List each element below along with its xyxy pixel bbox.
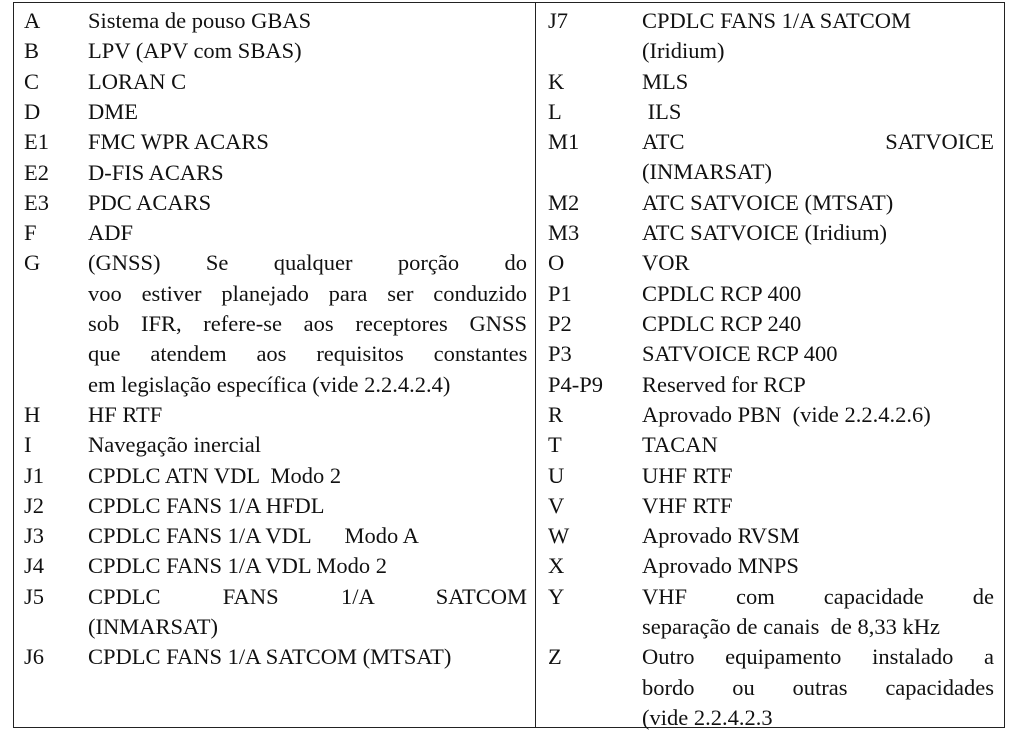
table-row (536, 309, 1004, 339)
description-line: Aprovado PBN (vide 2.2.4.2.6) (642, 401, 931, 427)
description-line: CPDLC FANS 1/A HFDL (88, 492, 325, 518)
table-row (14, 218, 535, 248)
table-row (14, 67, 535, 97)
description-line: ADF (88, 220, 134, 246)
equipment-description (88, 127, 527, 157)
equipment-code: P1 (548, 280, 572, 306)
equipment-code: A (24, 8, 41, 33)
equipment-description (88, 36, 527, 66)
equipment-description (88, 461, 527, 491)
description-line: (vide 2.2.4.2.3 (642, 704, 773, 730)
description-line: LORAN C (88, 68, 187, 94)
equipment-code: B (24, 38, 40, 64)
table-row (536, 400, 1004, 430)
description-line: CPDLC FANS 1/A SATCOM (642, 8, 912, 33)
description-line: ATC SATVOICE (Iridium) (642, 220, 887, 246)
description-line: que atendem aos requisitos constantes (88, 341, 528, 367)
equipment-code: T (548, 432, 562, 458)
equipment-code: J5 (24, 583, 45, 609)
description-line: Reserved for RCP (642, 371, 806, 397)
equipment-description (88, 582, 527, 643)
table-row (536, 97, 1004, 127)
equipment-code: R (548, 401, 564, 427)
description-line: Navegação inercial (88, 432, 262, 458)
description-line: CPDLC FANS 1/A VDL Modo 2 (88, 553, 388, 579)
description-line: ATC SATVOICE (MTSAT) (642, 189, 894, 215)
equipment-code: G (24, 250, 41, 276)
equipment-description (642, 521, 994, 551)
description-line: (Iridium) (642, 38, 725, 64)
description-line: LPV (APV com SBAS) (88, 38, 302, 64)
equipment-description (642, 97, 994, 127)
equipment-code: M3 (548, 220, 580, 246)
equipment-code: Y (548, 583, 565, 609)
equipment-description (642, 188, 994, 218)
equipment-description (642, 430, 994, 460)
equipment-description (88, 430, 527, 460)
equipment-description (642, 551, 994, 581)
equipment-code: M2 (548, 189, 580, 215)
description-line: CPDLC ATN VDL Modo 2 (88, 462, 342, 488)
equipment-code: E2 (24, 159, 49, 185)
equipment-description (88, 158, 527, 188)
description-line: sob IFR, refere-se aos receptores GNSS (88, 310, 527, 336)
table-row (536, 248, 1004, 278)
description-line: DME (88, 98, 138, 124)
table-row (536, 127, 1004, 188)
description-line: FMC WPR ACARS (88, 129, 269, 155)
equipment-code: J3 (24, 523, 45, 549)
equipment-description (88, 642, 527, 672)
equipment-code: P4-P9 (548, 371, 604, 397)
description-line: (INMARSAT) (88, 613, 219, 639)
equipment-description (642, 248, 994, 278)
table-row (14, 642, 535, 672)
description-line: ILS (642, 98, 682, 124)
equipment-description (88, 67, 527, 97)
table-row (536, 370, 1004, 400)
equipment-code: V (548, 492, 565, 518)
description-line: VHF com capacidade de (642, 583, 994, 609)
description-line: HF RTF (88, 401, 163, 427)
description-line: VHF RTF (642, 492, 733, 518)
table-row (536, 6, 1004, 67)
description-line: PDC ACARS (88, 189, 212, 215)
description-line: em legislação específica (vide 2.2.4.2.4) (88, 371, 451, 397)
equipment-code: E3 (24, 189, 49, 215)
description-line: (GNSS) Se qualquer porção do (88, 250, 527, 276)
table-row (14, 491, 535, 521)
table-row (14, 461, 535, 491)
equipment-description (642, 6, 994, 67)
description-line: Outro equipamento instalado a (642, 644, 994, 670)
equipment-description (88, 6, 527, 36)
table-row (536, 491, 1004, 521)
table-row (14, 36, 535, 66)
equipment-description (88, 188, 527, 218)
table-row (14, 551, 535, 581)
table-row (536, 67, 1004, 97)
description-line: Sistema de pouso GBAS (88, 8, 312, 33)
table-row (14, 127, 535, 157)
description-line: D-FIS ACARS (88, 159, 224, 185)
equipment-code: U (548, 462, 565, 488)
equipment-code: K (548, 68, 565, 94)
equipment-code: L (548, 98, 562, 124)
equipment-code: D (24, 98, 41, 124)
table-row (14, 582, 535, 643)
equipment-description (88, 400, 527, 430)
equipment-code: O (548, 250, 565, 276)
equipment-code: C (24, 68, 40, 94)
table-row (536, 642, 1004, 733)
equipment-description (642, 370, 994, 400)
table-row (14, 400, 535, 430)
table-row (536, 582, 1004, 643)
table-row (14, 158, 535, 188)
description-line: bordo ou outras capacidades (642, 674, 994, 700)
description-line: CPDLC RCP 400 (642, 280, 802, 306)
table-row (14, 248, 535, 400)
equipment-code: W (548, 523, 570, 549)
description-line: CPDLC FANS 1/A VDL Modo A (88, 523, 419, 549)
equipment-code: J4 (24, 553, 45, 579)
table-row (536, 430, 1004, 460)
description-line: MLS (642, 68, 689, 94)
table-row (536, 188, 1004, 218)
table-row (14, 430, 535, 460)
equipment-code: I (24, 432, 32, 458)
equipment-code: M1 (548, 129, 580, 155)
description-line: Aprovado RVSM (642, 523, 800, 549)
equipment-description (88, 248, 527, 399)
equipment-description (642, 461, 994, 491)
equipment-code: F (24, 220, 37, 246)
equipment-description (88, 97, 527, 127)
description-line: UHF RTF (642, 462, 733, 488)
equipment-description (642, 309, 994, 339)
left-column (14, 3, 536, 727)
equipment-code: J6 (24, 644, 45, 670)
equipment-code: E1 (24, 129, 49, 155)
description-line: Aprovado MNPS (642, 553, 799, 579)
description-line: voo estiver planejado para ser conduzido (88, 280, 527, 306)
equipment-description (642, 400, 994, 430)
description-line: separação de canais de 8,33 kHz (642, 613, 940, 639)
equipment-code: P3 (548, 341, 572, 367)
equipment-code: Z (548, 644, 562, 670)
equipment-code: P2 (548, 311, 572, 336)
table-row (14, 521, 535, 551)
table-row (536, 461, 1004, 491)
equipment-description (642, 279, 994, 309)
table-row (536, 551, 1004, 581)
description-line: (INMARSAT) (642, 159, 773, 185)
description-line: SATVOICE RCP 400 (642, 341, 838, 367)
description-line: TACAN (642, 432, 718, 458)
equipment-code: J1 (24, 462, 45, 488)
description-line: ATC SATVOICE (642, 129, 994, 155)
equipment-description (642, 127, 994, 188)
equipment-description (642, 339, 994, 369)
equipment-description (88, 218, 527, 248)
equipment-code: J2 (24, 492, 45, 518)
table-row (536, 521, 1004, 551)
equipment-code: H (24, 401, 41, 427)
equipment-description (642, 218, 994, 248)
table-row (14, 188, 535, 218)
description-line: CPDLC FANS 1/A SATCOM (88, 583, 528, 609)
equipment-description (88, 551, 527, 581)
equipment-description (642, 491, 994, 521)
equipment-description (642, 582, 994, 643)
equipment-description (88, 521, 527, 551)
table-row (536, 218, 1004, 248)
equipment-description (642, 642, 994, 733)
equipment-codes-table (13, 2, 1005, 728)
equipment-description (642, 67, 994, 97)
equipment-code: J7 (548, 8, 569, 33)
description-line: VOR (642, 250, 690, 276)
table-row (14, 97, 535, 127)
table-row (536, 339, 1004, 369)
description-line: CPDLC RCP 240 (642, 311, 802, 336)
equipment-code: X (548, 553, 565, 579)
table-row (536, 279, 1004, 309)
table-row (14, 6, 535, 36)
right-column (536, 3, 1004, 730)
description-line: CPDLC FANS 1/A SATCOM (MTSAT) (88, 644, 452, 670)
equipment-description (88, 491, 527, 521)
